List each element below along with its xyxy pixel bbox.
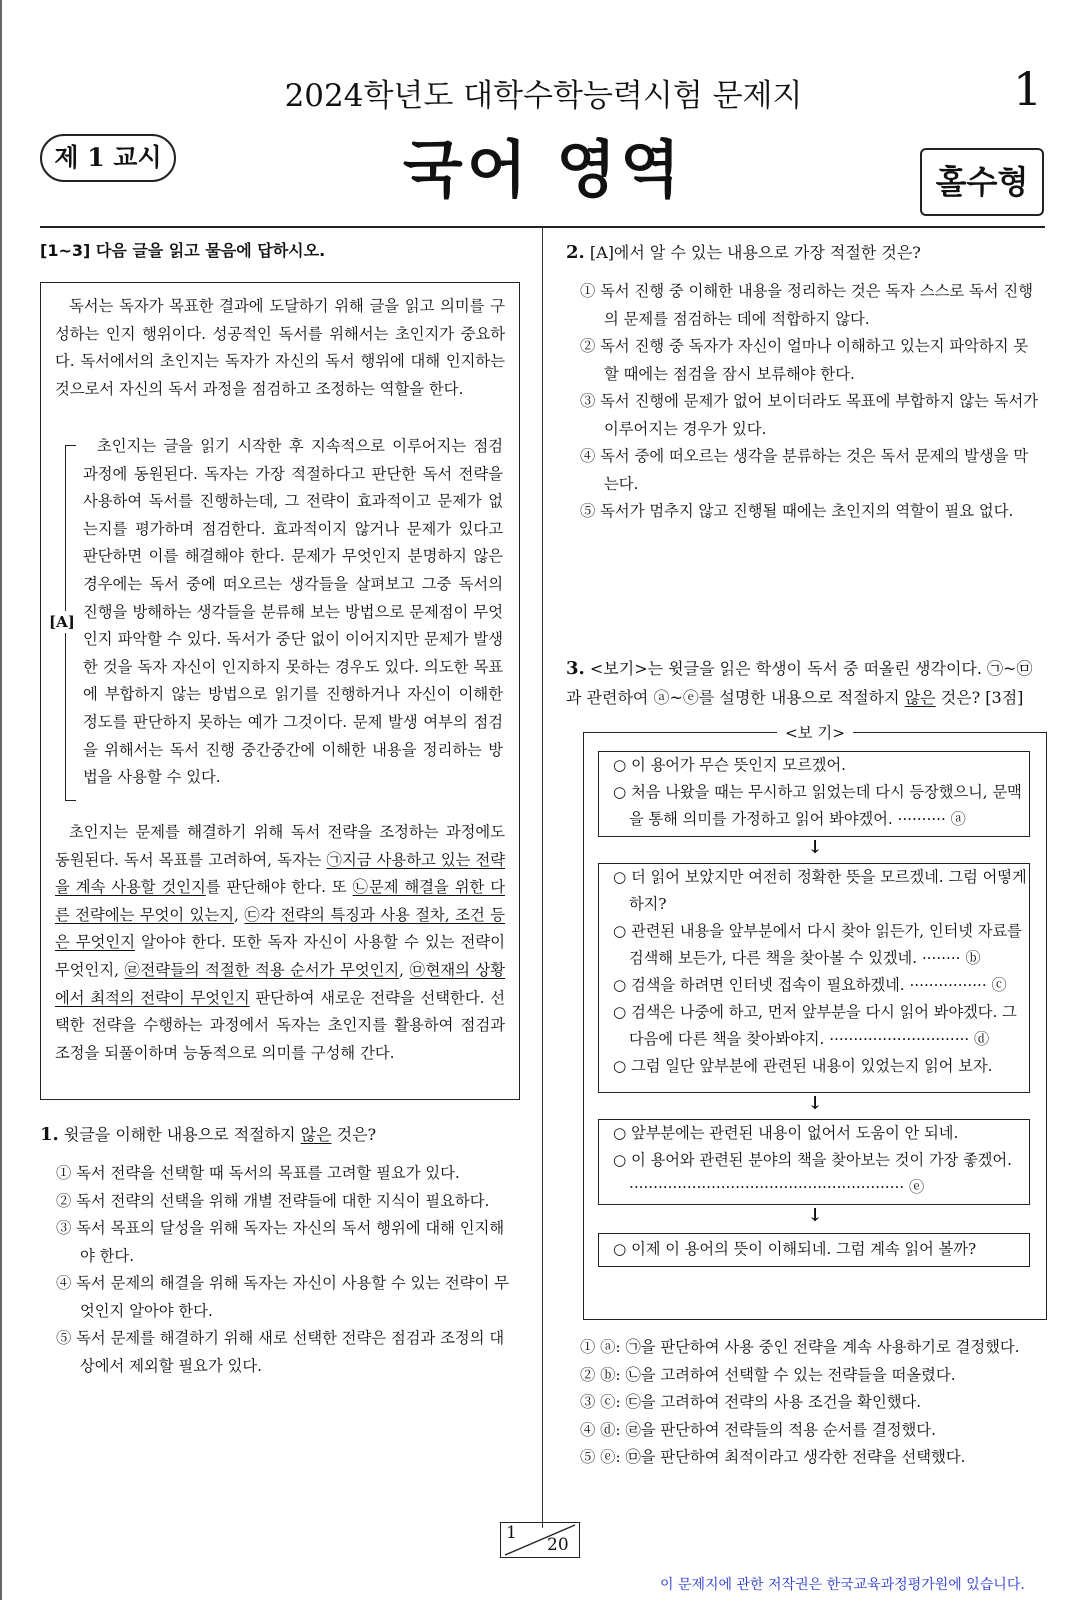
para3-text: , xyxy=(399,960,410,979)
bogi-label-d: ⓓ xyxy=(974,1030,990,1048)
q3-stem-text: 것은? [3점] xyxy=(935,688,1024,707)
question-2-stem xyxy=(566,238,1056,267)
q2-option-1[interactable]: ① 독서 진행 중 이해한 내용을 정리하는 것은 독자 스스로 독서 진행의 문제를 점검하는 데에 적합하지 않다. xyxy=(580,282,1033,328)
bogi-line-text: ○ 검색을 하려면 인터넷 접속이 필요하겠네. ················ xyxy=(613,976,987,994)
q3-option-3[interactable]: ③ ⓒ: ㉢을 고려하여 전략의 사용 조건을 확인했다. xyxy=(580,1393,922,1411)
underline-mieum: ㉤현재의 상황에서 최적의 전략이 무엇인지 xyxy=(55,960,505,1007)
bogi-line: ○ 그럼 일단 앞부분에 관련된 내용이 있었는지 읽어 보자. xyxy=(613,1057,993,1075)
question-3-stem xyxy=(566,654,1046,712)
passage-paragraph-2: 초인지는 글을 읽기 시작한 후 지속적으로 이루어지는 점검 과정에 동원된다. 독자는 가장 적절하다고 판단한 독서 전략을 사용하여 독서를 진행하는데, 그 전략이 효과적이고 문제가 없는지를 평가하며 점검한다. 효과적이지 않거나 문제가 있다고 판단하면 이를 해결해야 한다. 문제가 무엇인지 분명하지 않은 경우에는 독서 중에 떠오르는 생각들을 살펴보고 그중 독서의 진행을 방해하는 생각들을 분류해 보는 방법으로 문제점이 무엇인지 파악할 수 있다. 독서가 중단 없이 이어지지만 문제가 발생한 것을 독자 자신이 인지하지 못하는 경우도 있다. 의도한 목표에 부합하지 않는 방법으로 읽기를 진행하거나 자신이 이해한 정도를 판단하지 못하는 예가 그것이다. 문제 발생 여부의 점검을 위해서는 독서 진행 중간중간에 이해한 내용을 정리하는 방법을 사용할 수 있다. xyxy=(83,437,503,787)
underline-nieun: ㉡문제 해결을 위한 다른 전략에는 무엇이 있는지 xyxy=(55,878,505,924)
bogi-step-4 xyxy=(598,1233,1030,1267)
question-2-number: 2. xyxy=(566,242,585,263)
underline-giyeok: ㉠지금 사용하고 있는 전략을 계속 사용할 것인지 xyxy=(55,850,506,897)
bogi-step-2 xyxy=(598,863,1030,1093)
arrow-down-icon: ↓ xyxy=(807,837,823,858)
para3-text: 초인지는 문제를 해결하기 위해 독서 전략을 조정하는 과정에도 동원된다. 독서 목표를 고려하여, 독자는 xyxy=(55,823,505,869)
column-divider xyxy=(542,228,543,1528)
para3-text: 판단하여 새로운 전략을 선택한다. 선택한 전략을 수행하는 과정에서 독자는 초인지를 활용하여 점검과 조정을 되풀이하며 능동적으로 의미를 구성해 간다. xyxy=(55,988,505,1062)
bogi-step-3 xyxy=(598,1119,1030,1205)
exam-title: 2024학년도 대학수학능력시험 문제지 xyxy=(284,78,803,114)
bogi-line-text: ○ 관련된 내용을 앞부분에서 다시 찾아 읽든가, 인터넷 자료를 검색해 보든가, 다른 책을 찾아볼 수 있겠네. ········ xyxy=(613,922,1022,967)
q3-option-1[interactable]: ① ⓐ: ㉠을 판단하여 사용 중인 전략을 계속 사용하기로 결정했다. xyxy=(580,1338,1020,1356)
q2-option-4[interactable]: ④ 독서 중에 떠오르는 생각을 분류하는 것은 독서 문제의 발생을 막는다. xyxy=(580,447,1029,493)
question-3-number: 3. xyxy=(566,658,585,679)
passage-paragraph-1: 독서는 독자가 목표한 결과에 도달하기 위해 글을 읽고 의미를 구성하는 인지 행위이다. 성공적인 독서를 위해서는 초인지가 중요하다. 독서에서의 초인지는 독자가 자신의 독서 행위에 대해 인지하는 것으로서 자신의 독서 과정을 점검하고 조정하는 역할을 한다. xyxy=(55,297,505,398)
copyright-notice: 이 문제지에 관한 저작권은 한국교육과정평가원에 있습니다. xyxy=(660,1577,1025,1593)
q2-option-5[interactable]: ⑤ 독서가 멈추지 않고 진행될 때에는 초인지의 역할이 필요 없다. xyxy=(580,502,1014,520)
question-2-options xyxy=(580,278,1040,526)
question-1-options xyxy=(56,1160,516,1380)
bogi-line xyxy=(599,918,1029,972)
bogi-line-text: ○ 이 용어와 관련된 분야의 책을 찾아보는 것이 가장 좋겠어. ························································· xyxy=(613,1151,1012,1196)
bogi-box xyxy=(583,724,1047,1320)
q1-option-1[interactable]: ① 독서 전략을 선택할 때 독서의 목표를 고려할 필요가 있다. xyxy=(56,1164,460,1182)
q1-option-3[interactable]: ③ 독서 목표의 달성을 위해 독자는 자신의 독서 행위에 대해 인지해야 한다. xyxy=(56,1219,505,1265)
bogi-line: ○ 이 용어가 무슨 뜻인지 모르겠어. xyxy=(613,756,846,774)
para3-text: 알아야 한다. 또한 독자 자신이 사용할 수 있는 전략이 무엇인지, xyxy=(55,933,505,979)
q1-stem-text: 것은? xyxy=(331,1125,377,1144)
q3-stem-emphasis: 않은 xyxy=(904,688,936,707)
q3-option-5[interactable]: ⑤ ⓔ: ㉤을 판단하여 최적이라고 생각한 전략을 선택했다. xyxy=(580,1448,966,1466)
exam-type-badge: 홀수형 xyxy=(920,148,1044,216)
bogi-label-b: ⓑ xyxy=(965,949,981,967)
page-number: 1 xyxy=(1013,62,1043,116)
passage-box xyxy=(40,282,520,1100)
page-indicator xyxy=(500,1522,580,1558)
bracket-a-label: [A] xyxy=(49,613,75,631)
page-current: 1 xyxy=(506,1523,517,1543)
passage-paragraph-3 xyxy=(55,819,505,1067)
question-3-options xyxy=(580,1334,1040,1472)
q2-option-2[interactable]: ② 독서 진행 중 독자가 자신이 얼마나 이해하고 있는지 파악하지 못할 때에는 점검을 잠시 보류해야 한다. xyxy=(580,337,1029,383)
bogi-line xyxy=(599,972,1029,999)
q1-option-5[interactable]: ⑤ 독서 문제를 해결하기 위해 새로 선택한 전략은 점검과 조정의 대상에서 제외할 필요가 있다. xyxy=(56,1329,505,1375)
q1-option-4[interactable]: ④ 독서 문제의 해결을 위해 독자는 자신이 사용할 수 있는 전략이 무엇인지 알아야 한다. xyxy=(56,1274,509,1320)
question-1-stem xyxy=(40,1120,518,1149)
question-1-number: 1. xyxy=(40,1124,59,1145)
bogi-title: <보 기> xyxy=(777,724,853,742)
subject-title: 국어 영역 xyxy=(402,133,685,206)
q2-option-3[interactable]: ③ 독서 진행에 문제가 없어 보이더라도 목표에 부합하지 않는 독서가 이루어지는 경우가 있다. xyxy=(580,392,1039,438)
passage-instruction: [1~3] 다음 글을 읽고 물음에 답하시오. xyxy=(40,241,326,260)
bogi-line-text: ○ 처음 나왔을 때는 무시하고 읽었는데 다시 등장했으니, 문맥을 통해 의미를 가정하고 읽어 봐야겠어. ·········· xyxy=(613,783,1022,828)
q1-stem-emphasis: 않은 xyxy=(300,1125,332,1144)
page-total: 20 xyxy=(547,1535,569,1555)
q3-stem-text: <보기>는 윗글을 읽은 학생이 독서 중 떠올린 생각이다. ㉠~㉤과 관련하여 ⓐ~ⓔ를 설명한 내용으로 적절하지 xyxy=(566,659,1033,707)
session-badge: 제 1 교시 xyxy=(40,134,176,182)
arrow-down-icon: ↓ xyxy=(807,1093,823,1114)
underline-digeut: ㉢각 전략의 특징과 사용 절차, 조건 등은 무엇인지 xyxy=(55,905,505,952)
bogi-line: ○ 더 읽어 보았지만 여전히 정확한 뜻을 모르겠네. 그럼 어떻게 하지? xyxy=(613,868,1027,913)
bogi-label-e: ⓔ xyxy=(909,1178,925,1196)
para3-text: 를 판단해야 한다. 또 xyxy=(205,878,353,897)
bogi-line-text: ○ 검색은 나중에 하고, 먼저 앞부분을 다시 읽어 봐야겠다. 그다음에 다른 책을 찾아봐야지. ····························· xyxy=(613,1003,1017,1048)
q3-option-4[interactable]: ④ ⓓ: ㉣을 판단하여 전략들의 적용 순서를 결정했다. xyxy=(580,1420,936,1439)
bogi-step-1 xyxy=(598,751,1030,837)
bogi-line: ○ 앞부분에는 관련된 내용이 없어서 도움이 안 되네. xyxy=(613,1124,959,1142)
q1-option-2[interactable]: ② 독서 전략의 선택을 위해 개별 전략들에 대한 지식이 필요하다. xyxy=(56,1191,490,1210)
bogi-line xyxy=(599,1147,1029,1201)
bogi-line xyxy=(599,779,1029,833)
para3-text: , xyxy=(234,905,245,924)
underline-rieul: ㉣전략들의 적절한 적용 순서가 무엇인지 xyxy=(124,960,400,979)
q2-stem-text: [A]에서 알 수 있는 내용으로 가장 적절한 것은? xyxy=(589,243,921,262)
bogi-label-a: ⓐ xyxy=(950,810,966,828)
arrow-down-icon: ↓ xyxy=(807,1205,823,1226)
q1-stem-text: 윗글을 이해한 내용으로 적절하지 xyxy=(63,1125,301,1144)
bogi-line: ○ 이제 이 용어의 뜻이 이해되네. 그럼 계속 읽어 볼까? xyxy=(613,1240,977,1258)
bogi-line xyxy=(599,999,1029,1053)
q3-option-2[interactable]: ② ⓑ: ㉡을 고려하여 선택할 수 있는 전략들을 떠올렸다. xyxy=(580,1365,956,1384)
bogi-label-c: ⓒ xyxy=(991,976,1007,994)
